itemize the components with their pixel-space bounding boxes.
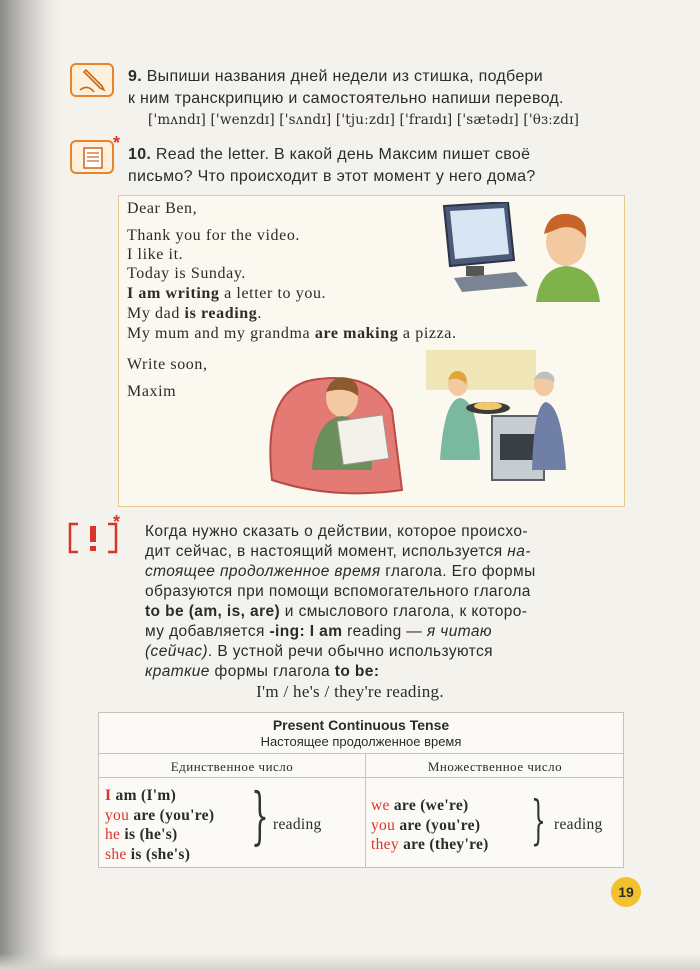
rule-italic: я читаю bbox=[426, 623, 492, 640]
table-subtitle: Настоящее продолженное время bbox=[260, 734, 462, 749]
task-10-line1: Read the letter. В какой день Максим пишет своё bbox=[155, 146, 531, 163]
verb: are bbox=[133, 806, 156, 824]
brace-icon: } bbox=[251, 779, 269, 852]
verb-reading: reading bbox=[273, 816, 322, 833]
transcription-list bbox=[148, 112, 579, 128]
page-number: 19 bbox=[611, 877, 641, 907]
rule-text: му добавляется bbox=[145, 623, 270, 640]
plural-forms bbox=[371, 796, 489, 855]
rule-italic: (сейчас) bbox=[145, 643, 208, 660]
rule-line bbox=[145, 642, 625, 662]
transcription: ['sʌndɪ] bbox=[279, 112, 332, 128]
short-forms-line: I'm / he's / they're reading. bbox=[256, 682, 444, 701]
transcription: ['θɜːzdɪ] bbox=[523, 112, 580, 128]
letter-line: Thank you for the video. bbox=[127, 227, 301, 244]
short-form: (she's) bbox=[145, 845, 191, 863]
table-row bbox=[371, 796, 489, 816]
pronoun: I bbox=[105, 787, 112, 804]
letter-bold: are making bbox=[314, 325, 399, 342]
table-row bbox=[105, 845, 214, 865]
rule-italic: краткие bbox=[145, 663, 210, 680]
boy-at-computer-illustration bbox=[436, 202, 616, 302]
singular-forms bbox=[105, 786, 214, 864]
notebook-icon bbox=[70, 140, 114, 174]
letter-line bbox=[127, 285, 326, 303]
task-9-line2: к ним транскрипцию и самостоятельно напиши перевод. bbox=[128, 90, 564, 107]
family-illustration bbox=[262, 350, 582, 500]
verb: am bbox=[115, 787, 137, 804]
task-10 bbox=[128, 144, 536, 188]
pronoun: we bbox=[371, 797, 390, 814]
task-10-line2: письмо? Что происходит в этот момент у него дома? bbox=[128, 168, 536, 185]
grammar-table bbox=[98, 712, 624, 868]
rule-text: образуются при помощи вспомогательного глагола bbox=[145, 583, 531, 600]
table-row bbox=[105, 786, 214, 806]
rule-line bbox=[145, 602, 625, 622]
short-form: (we're) bbox=[420, 797, 469, 814]
verb: are bbox=[399, 816, 422, 834]
letter-greeting: Dear Ben, bbox=[127, 200, 198, 217]
rule-text: глагола. Его формы bbox=[380, 563, 536, 580]
letter-bold: I am writing bbox=[127, 285, 220, 302]
transcription: ['mʌndɪ] bbox=[148, 112, 206, 128]
table-row bbox=[371, 835, 489, 855]
short-form: (he's) bbox=[139, 826, 178, 843]
task-9-line1: Выпиши названия дней недели из стишка, подбери bbox=[146, 68, 543, 85]
table-row bbox=[105, 806, 214, 826]
letter-text: My dad bbox=[127, 305, 185, 322]
pronoun: she bbox=[105, 845, 127, 863]
table-divider bbox=[99, 753, 623, 754]
pencil-icon bbox=[70, 63, 114, 97]
rule-italic: стоящее продолженное время bbox=[145, 563, 381, 580]
star-icon: * bbox=[113, 512, 121, 532]
transcription: ['wenzdɪ] bbox=[210, 112, 275, 128]
rule-bold: to be: bbox=[334, 663, 380, 680]
brace-icon: } bbox=[531, 791, 546, 851]
rule-line bbox=[145, 562, 625, 582]
page-binding-shadow bbox=[0, 0, 60, 969]
verb: is bbox=[124, 826, 136, 843]
letter-line bbox=[127, 305, 262, 323]
pronoun: you bbox=[371, 816, 396, 834]
short-form: (you're) bbox=[159, 806, 215, 824]
letter-text: a letter to you. bbox=[219, 285, 327, 302]
table-title: Present Continuous Tense bbox=[272, 717, 450, 733]
rule-text: Когда нужно сказать о действии, которое происхо- bbox=[145, 523, 528, 540]
table-divider bbox=[99, 777, 623, 778]
verb-reading: reading bbox=[554, 816, 603, 833]
letter-line bbox=[127, 325, 457, 343]
letter-text: a pizza. bbox=[398, 325, 457, 342]
table-row bbox=[105, 825, 214, 845]
rule-text: . В устной речи обычно используются bbox=[207, 643, 493, 660]
letter-closing: Write soon, bbox=[127, 356, 208, 373]
short-form: (I'm) bbox=[140, 787, 177, 804]
task-9 bbox=[128, 66, 564, 110]
transcription: ['sætədɪ] bbox=[456, 112, 519, 128]
rule-line bbox=[145, 662, 625, 682]
letter-text: My mum and my grandma bbox=[127, 325, 315, 342]
rule-line bbox=[145, 582, 625, 602]
rule-text: и смыслового глагола, к которо- bbox=[280, 603, 528, 620]
rule-bold: to be (am, is, are) bbox=[145, 603, 281, 620]
pronoun: you bbox=[105, 806, 130, 824]
short-form: (you're) bbox=[425, 816, 481, 834]
letter-signature: Maxim bbox=[127, 383, 177, 400]
letter-line: Today is Sunday. bbox=[127, 265, 246, 282]
pronoun: they bbox=[371, 836, 399, 853]
star-icon: * bbox=[113, 133, 121, 153]
letter-line: I like it. bbox=[127, 246, 184, 263]
rule-line bbox=[145, 522, 625, 542]
rule-text: reading — bbox=[342, 623, 427, 640]
transcription: ['tjuːzdɪ] bbox=[335, 112, 396, 128]
page-bottom-shadow bbox=[0, 953, 700, 969]
table-row bbox=[371, 816, 489, 836]
pronoun: he bbox=[105, 826, 121, 843]
verb: are bbox=[403, 836, 426, 853]
letter-text: . bbox=[257, 305, 262, 322]
verb: are bbox=[393, 797, 417, 814]
column-header-singular: Единственное число bbox=[170, 759, 294, 774]
rule-line bbox=[145, 542, 625, 562]
rule-text: дит сейчас, в настоящий момент, используется bbox=[145, 543, 508, 560]
letter-bold: is reading bbox=[184, 305, 258, 322]
task-10-number: 10. bbox=[128, 146, 152, 163]
column-header-plural: Множественное число bbox=[427, 759, 563, 774]
verb: is bbox=[130, 845, 142, 863]
task-9-number: 9. bbox=[128, 68, 142, 85]
rule-text: формы глагола bbox=[209, 663, 335, 680]
rule-italic: на- bbox=[507, 543, 531, 560]
short-form: (they're) bbox=[429, 836, 489, 853]
rule-bold: -ing: I am bbox=[269, 623, 343, 640]
transcription: ['fraɪdɪ] bbox=[399, 112, 453, 128]
rule-line bbox=[145, 622, 625, 642]
